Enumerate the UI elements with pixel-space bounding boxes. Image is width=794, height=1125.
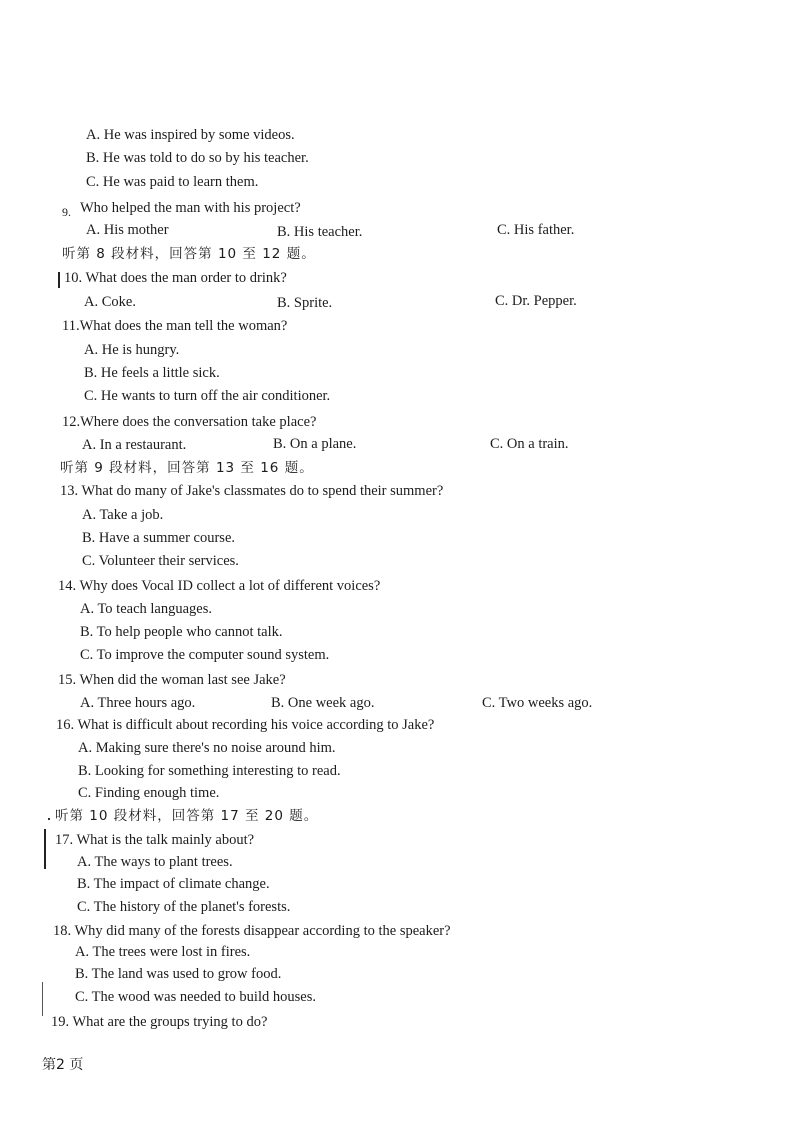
- q9-option-b: B. His teacher.: [277, 224, 363, 240]
- q10-option-a: A. Coke.: [84, 294, 136, 310]
- section-10-instruction: 听第 10 段材料，回答第 17 至 20 题。: [55, 808, 319, 824]
- q15-option-b: B. One week ago.: [271, 695, 375, 711]
- q15-option-c: C. Two weeks ago.: [482, 695, 593, 711]
- q11-stem: 11.What does the man tell the woman?: [62, 318, 288, 334]
- q13-option-c: C. Volunteer their services.: [82, 553, 239, 569]
- q12-option-a: A. In a restaurant.: [82, 437, 187, 453]
- q9-option-a: A. His mother: [86, 222, 169, 238]
- q18-option-b: B. The land was used to grow food.: [75, 966, 282, 982]
- q18-stem: 18. Why did many of the forests disappear according to the speaker?: [53, 923, 451, 939]
- q13-option-a: A. Take a job.: [82, 507, 164, 523]
- q11-option-a: A. He is hungry.: [84, 342, 180, 358]
- q9-option-c: C. His father.: [497, 222, 575, 238]
- section-9-instruction: 听第 9 段材料，回答第 13 至 16 题。: [60, 460, 314, 476]
- q10-stem: 10. What does the man order to drink?: [64, 270, 287, 286]
- q15-stem: 15. When did the woman last see Jake?: [58, 672, 286, 688]
- q16-stem: 16. What is difficult about recording his voice according to Jake?: [56, 717, 435, 733]
- q13-option-b: B. Have a summer course.: [82, 530, 236, 546]
- q14-option-c: C. To improve the computer sound system.: [80, 647, 330, 663]
- scan-mark: [48, 818, 50, 820]
- q14-option-b: B. To help people who cannot talk.: [80, 624, 283, 640]
- q16-option-c: C. Finding enough time.: [78, 785, 220, 801]
- margin-mark: [44, 829, 46, 869]
- q9-stem: Who helped the man with his project?: [80, 200, 301, 216]
- q19-stem: 19. What are the groups trying to do?: [51, 1014, 268, 1030]
- q17-option-b: B. The impact of climate change.: [77, 876, 270, 892]
- q17-stem: 17. What is the talk mainly about?: [55, 832, 255, 848]
- q12-option-b: B. On a plane.: [273, 436, 357, 452]
- q17-option-a: A. The ways to plant trees.: [77, 854, 233, 870]
- q13-stem: 13. What do many of Jake's classmates do to spend their summer?: [60, 483, 444, 499]
- page-number: 第2 页: [42, 1057, 84, 1073]
- q18-option-c: C. The wood was needed to build houses.: [75, 989, 316, 1005]
- margin-mark: [58, 272, 60, 288]
- q12-option-c: C. On a train.: [490, 436, 569, 452]
- q16-option-b: B. Looking for something interesting to read.: [78, 763, 341, 779]
- q11-option-b: B. He feels a little sick.: [84, 365, 220, 381]
- q10-option-c: C. Dr. Pepper.: [495, 293, 577, 309]
- q8-option-c: C. He was paid to learn them.: [86, 174, 259, 190]
- margin-mark: [42, 982, 43, 1016]
- q8-option-b: B. He was told to do so by his teacher.: [86, 150, 309, 166]
- q10-option-b: B. Sprite.: [277, 295, 333, 311]
- q12-stem: 12.Where does the conversation take place?: [62, 414, 317, 430]
- q11-option-c: C. He wants to turn off the air conditioner.: [84, 388, 331, 404]
- q14-option-a: A. To teach languages.: [80, 601, 212, 617]
- section-8-instruction: 听第 8 段材料，回答第 10 至 12 题。: [62, 246, 316, 262]
- q14-stem: 14. Why does Vocal ID collect a lot of different voices?: [58, 578, 381, 594]
- q18-option-a: A. The trees were lost in fires.: [75, 944, 251, 960]
- q9-number: 9.: [62, 205, 71, 219]
- q17-option-c: C. The history of the planet's forests.: [77, 899, 291, 915]
- q15-option-a: A. Three hours ago.: [80, 695, 196, 711]
- q16-option-a: A. Making sure there's no noise around him.: [78, 740, 336, 756]
- q8-option-a: A. He was inspired by some videos.: [86, 127, 295, 143]
